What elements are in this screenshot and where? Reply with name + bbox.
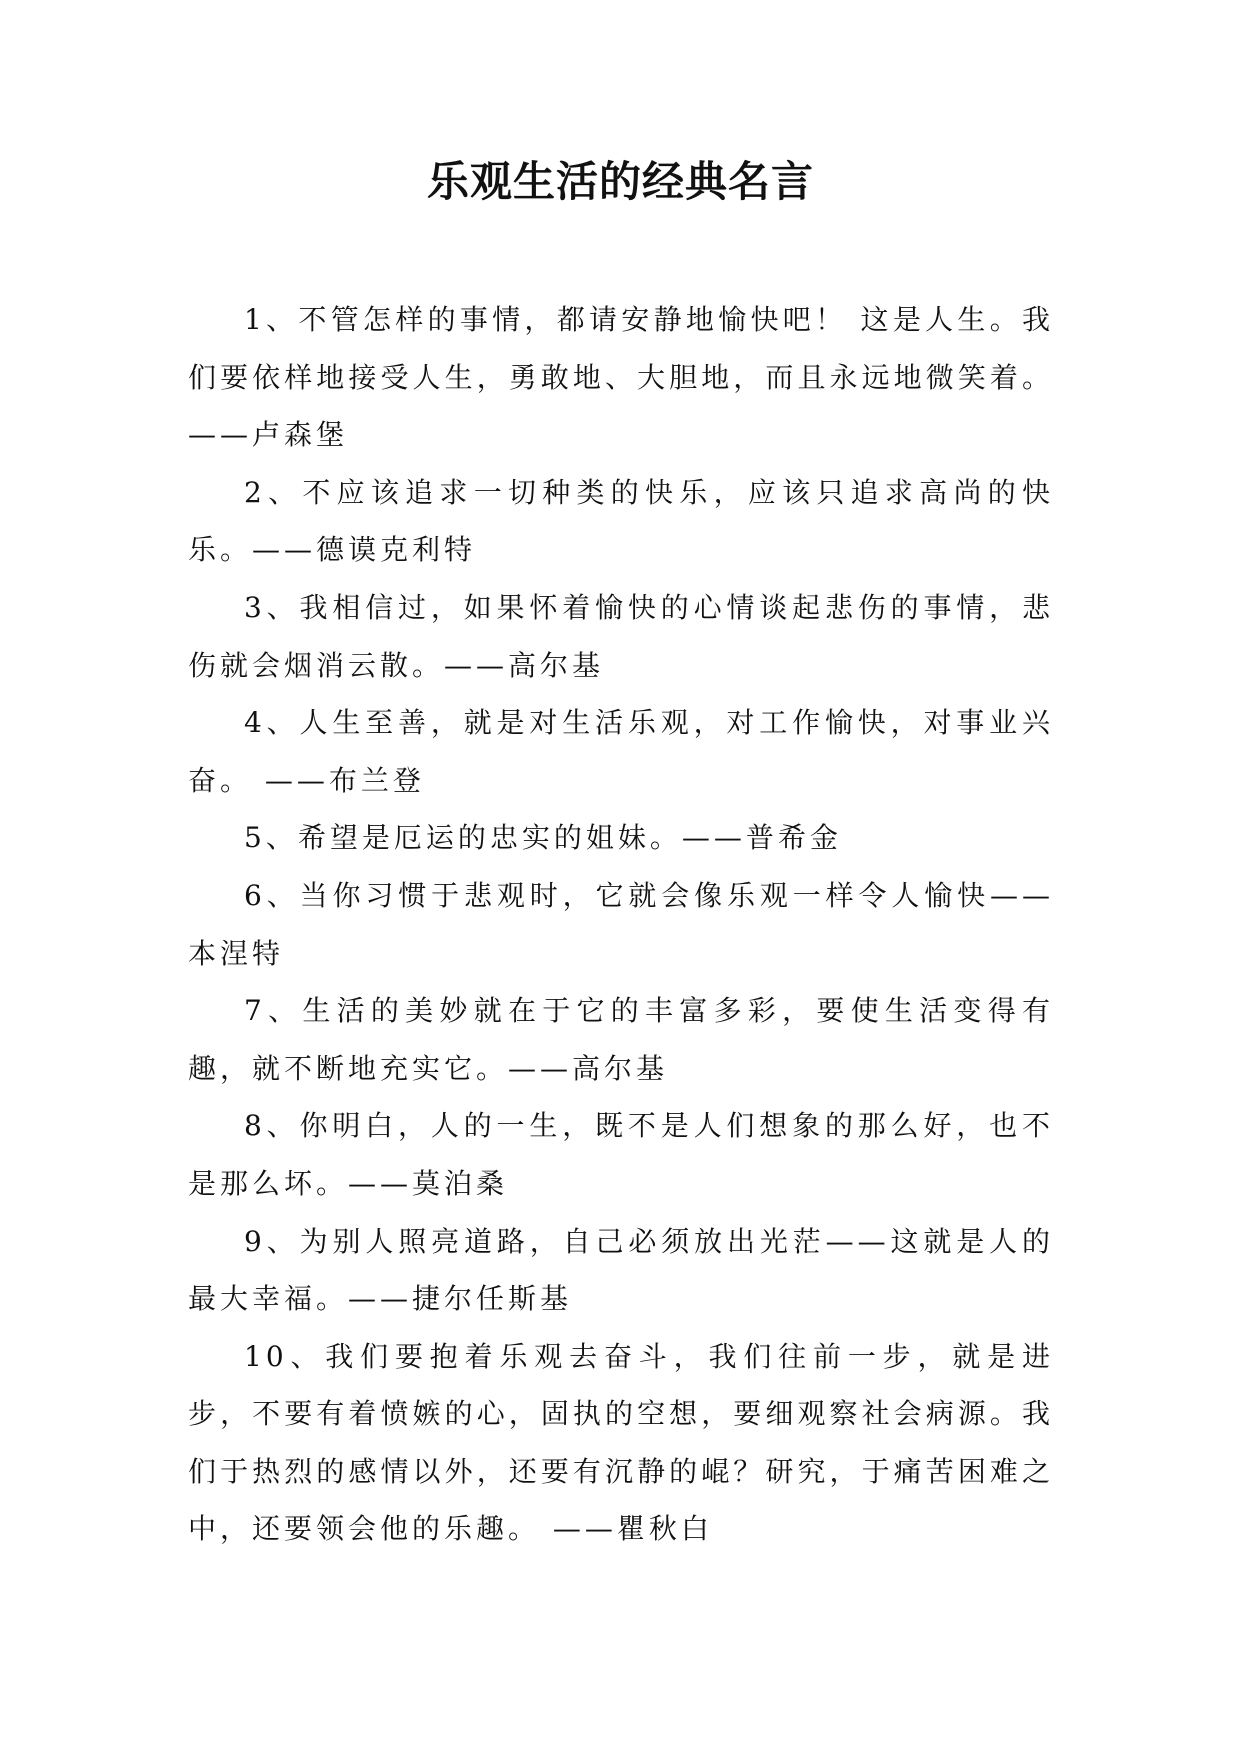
quote-paragraph: 4、人生至善，就是对生活乐观，对工作愉快，对事业兴奋。 ——布兰登 xyxy=(188,706,1054,797)
quote-paragraph: 8、你明白，人的一生，既不是人们想象的那么好，也不是那么坏。——莫泊桑 xyxy=(188,1109,1054,1200)
quote-paragraph: 5、希望是厄运的忠实的姐妹。——普希金 xyxy=(244,821,842,855)
quote-paragraph: 3、我相信过，如果怀着愉快的心情谈起悲伤的事情，悲伤就会烟消云散。——高尔基 xyxy=(188,590,1054,682)
quote-paragraph: 7、生活的美妙就在于它的丰富多彩，要使生活变得有趣，就不断地充实它。——高尔基 xyxy=(188,994,1054,1085)
quote-paragraph: 6、当你习惯于悲观时，它就会像乐观一样令人愉快——本涅特 xyxy=(188,878,1054,970)
quote-paragraph: 9、为别人照亮道路，自己必须放出光茫——这就是人的最大幸福。——捷尔任斯基 xyxy=(188,1224,1054,1316)
document-title: 乐观生活的经典名言 xyxy=(426,157,814,206)
quote-paragraph: 10、我们要抱着乐观去奋斗，我们往前一步，就是进步，不要有着愤嫉的心，固执的空想，要细观察社会病源。我们于热烈的感情以外，还要有沉静的崐？研究，于痛苦困难之中，还要领会他的乐趣。 ——瞿秋白 xyxy=(188,1339,1054,1546)
quote-paragraph: 2、不应该追求一切种类的快乐，应该只追求高尚的快乐。——德谟克利特 xyxy=(188,475,1054,567)
document-body xyxy=(188,291,1054,1558)
quote-paragraph: 1、不管怎样的事情，都请安静地愉快吧！ 这是人生。我们要依样地接受人生，勇敢地、大胆地，而且永远地微笑着。——卢森堡 xyxy=(188,303,1054,452)
